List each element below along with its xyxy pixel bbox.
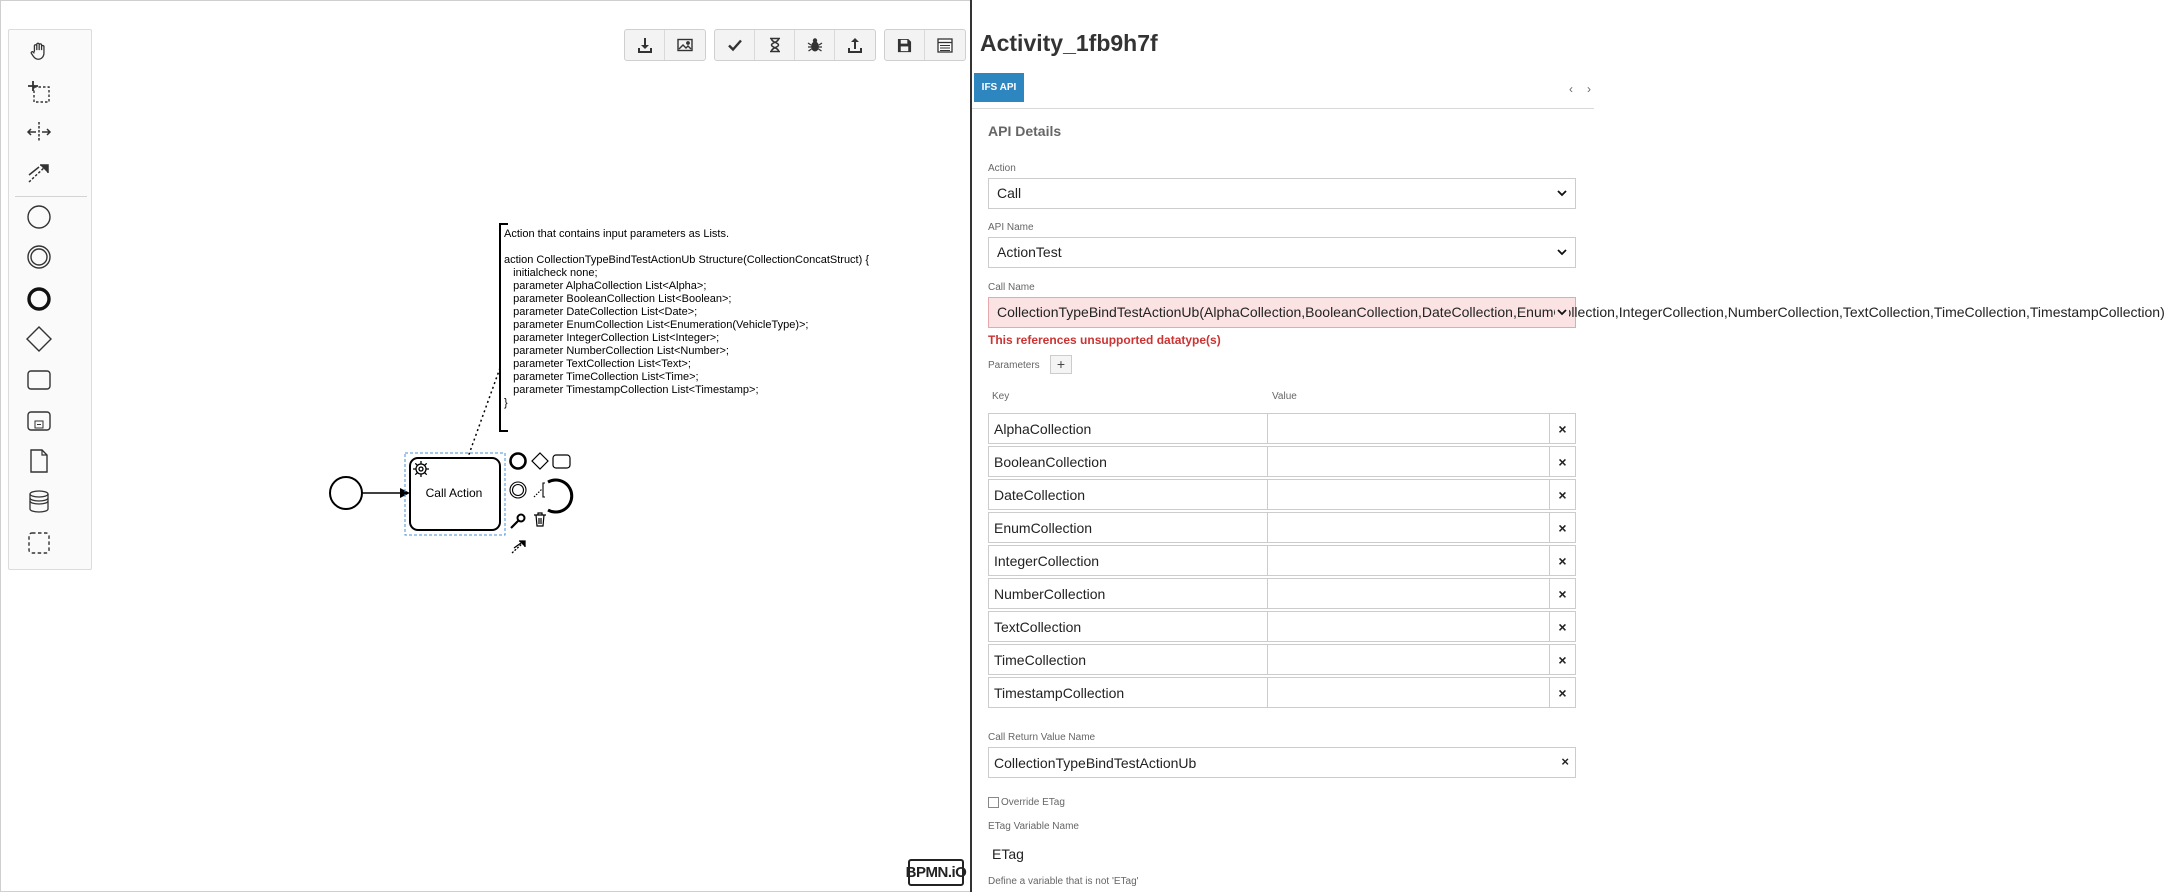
call-name-error: This references unsupported datatype(s) xyxy=(988,333,1221,347)
action-select[interactable] xyxy=(988,178,1576,209)
properties-panel xyxy=(970,0,2165,892)
parameter-key-input[interactable]: TimestampCollection xyxy=(988,677,1268,708)
return-value-label: Call Return Value Name xyxy=(988,732,1096,743)
annotation-line: parameter IntegerCollection List<Integer>; xyxy=(504,332,720,344)
annotation-line: action CollectionTypeBindTestActionUb Structure(CollectionConcatStruct) { xyxy=(504,254,870,266)
annotation-line: } xyxy=(504,397,508,409)
tab-ifs-api[interactable]: IFS API xyxy=(974,73,1024,102)
parameter-row xyxy=(988,413,1576,444)
parameter-key-input[interactable]: IntegerCollection xyxy=(988,545,1268,576)
etag-variable-label: ETag Variable Name xyxy=(988,821,1079,832)
override-etag-checkbox[interactable] xyxy=(988,797,999,808)
parameter-value-input[interactable] xyxy=(1267,413,1550,444)
panel-title: Activity_1fb9h7f xyxy=(980,30,1158,56)
parameter-row xyxy=(988,677,1576,708)
parameter-key-input[interactable]: TextCollection xyxy=(988,611,1268,642)
chevron-down-icon xyxy=(1555,245,1569,259)
action-label: Action xyxy=(988,163,1016,174)
parameter-key-input[interactable]: TimeCollection xyxy=(988,644,1268,675)
delete-parameter-button[interactable]: × xyxy=(1549,479,1576,510)
parameter-key-input[interactable]: DateCollection xyxy=(988,479,1268,510)
parameter-row xyxy=(988,479,1576,510)
parameter-value-input[interactable] xyxy=(1267,611,1550,642)
parameter-value-input[interactable] xyxy=(1267,446,1550,477)
parameter-row xyxy=(988,512,1576,543)
delete-parameter-button[interactable]: × xyxy=(1549,677,1576,708)
annotation-line xyxy=(504,241,894,254)
override-etag-row xyxy=(988,797,1065,808)
parameter-key-input[interactable]: BooleanCollection xyxy=(988,446,1268,477)
tab-next-arrow[interactable]: › xyxy=(1587,82,1591,96)
delete-parameter-button[interactable]: × xyxy=(1549,644,1576,675)
annotation-line: parameter BooleanCollection List<Boolean>; xyxy=(504,293,732,305)
parameter-key-input[interactable]: NumberCollection xyxy=(988,578,1268,609)
api-name-select-value: ActionTest xyxy=(997,244,1062,260)
annotation-line: parameter TimestampCollection List<Timestamp>; xyxy=(504,384,759,396)
connect-icon[interactable] xyxy=(512,541,525,553)
delete-parameter-button[interactable]: × xyxy=(1549,413,1576,444)
etag-variable-help: Define a variable that is not 'ETag' xyxy=(988,876,1139,887)
annotation-line: parameter DateCollection List<Date>; xyxy=(504,306,698,318)
append-annotation-icon[interactable] xyxy=(543,483,545,497)
task-label: Call Action xyxy=(425,486,483,500)
parameter-key-input[interactable]: EnumCollection xyxy=(988,512,1268,543)
parameter-value-input[interactable] xyxy=(1267,479,1550,510)
delete-parameter-button[interactable]: × xyxy=(1549,446,1576,477)
parameter-value-input[interactable] xyxy=(1267,644,1550,675)
tab-divider xyxy=(972,108,1594,109)
parameter-row xyxy=(988,578,1576,609)
annotation-line: parameter EnumCollection List<Enumeration(VehicleType)>; xyxy=(504,319,809,331)
parameter-value-input[interactable] xyxy=(1267,578,1550,609)
key-column-header: Key xyxy=(992,391,1010,402)
delete-parameter-button[interactable]: × xyxy=(1549,611,1576,642)
clear-return-value-button[interactable]: × xyxy=(1561,754,1569,769)
start-event[interactable] xyxy=(330,477,362,509)
annotation-line: parameter TextCollection List<Text>; xyxy=(504,358,691,370)
diagram-canvas[interactable] xyxy=(0,0,968,892)
api-name-label: API Name xyxy=(988,222,1034,233)
api-name-select[interactable] xyxy=(988,237,1576,268)
action-select-value: Call xyxy=(997,185,1022,201)
append-task-icon[interactable] xyxy=(553,455,570,468)
trash-icon[interactable] xyxy=(534,513,546,526)
parameter-key-input[interactable]: AlphaCollection xyxy=(988,413,1268,444)
chevron-down-icon xyxy=(1555,186,1569,200)
return-value-text: CollectionTypeBindTestActionUb xyxy=(994,755,1197,771)
delete-parameter-button[interactable]: × xyxy=(1549,512,1576,543)
parameter-row xyxy=(988,611,1576,642)
tab-prev-arrow[interactable]: ‹ xyxy=(1569,82,1573,96)
delete-parameter-button[interactable]: × xyxy=(1549,578,1576,609)
return-value-input[interactable] xyxy=(988,747,1576,778)
annotation-line: Action that contains input parameters as Lists. xyxy=(504,228,730,240)
parameter-value-input[interactable] xyxy=(1267,677,1550,708)
parameter-row xyxy=(988,446,1576,477)
annotation-text xyxy=(504,228,894,410)
parameter-row xyxy=(988,644,1576,675)
annotation-line: parameter NumberCollection List<Number>; xyxy=(504,345,729,357)
add-parameter-button[interactable]: + xyxy=(1050,355,1072,374)
parameter-row xyxy=(988,545,1576,576)
parameter-value-input[interactable] xyxy=(1267,512,1550,543)
annotation-line: initialcheck none; xyxy=(504,267,598,279)
bpmn-io-logo[interactable]: BPMN.iO xyxy=(908,859,964,886)
annotation-line: parameter TimeCollection List<Time>; xyxy=(504,371,699,383)
section-title: API Details xyxy=(988,123,1062,139)
call-name-select-value: CollectionTypeBindTestActionUb(AlphaCollection,BooleanCollection,DateCollection,EnumCollection,IntegerCollection,NumberCollection,TextCollection,TimeCollection,TimestampCollection) xyxy=(997,304,2165,320)
parameter-value-input[interactable] xyxy=(1267,545,1550,576)
chevron-down-icon xyxy=(1555,305,1569,319)
delete-parameter-button[interactable]: × xyxy=(1549,545,1576,576)
append-end-event-icon[interactable] xyxy=(511,454,526,469)
append-gateway-icon[interactable] xyxy=(532,453,548,469)
context-pad xyxy=(510,453,572,553)
association-line[interactable] xyxy=(468,368,500,457)
wrench-icon[interactable] xyxy=(511,515,525,529)
annotation-line: parameter AlphaCollection List<Alpha>; xyxy=(504,280,707,292)
call-name-select[interactable] xyxy=(988,297,2165,328)
etag-variable-value[interactable]: ETag xyxy=(992,846,1024,862)
value-column-header: Value xyxy=(1272,391,1297,402)
override-etag-label: Override ETag xyxy=(1001,797,1065,808)
parameters-label: Parameters xyxy=(988,360,1040,371)
end-event-partial[interactable] xyxy=(548,480,572,512)
call-name-label: Call Name xyxy=(988,282,1035,293)
